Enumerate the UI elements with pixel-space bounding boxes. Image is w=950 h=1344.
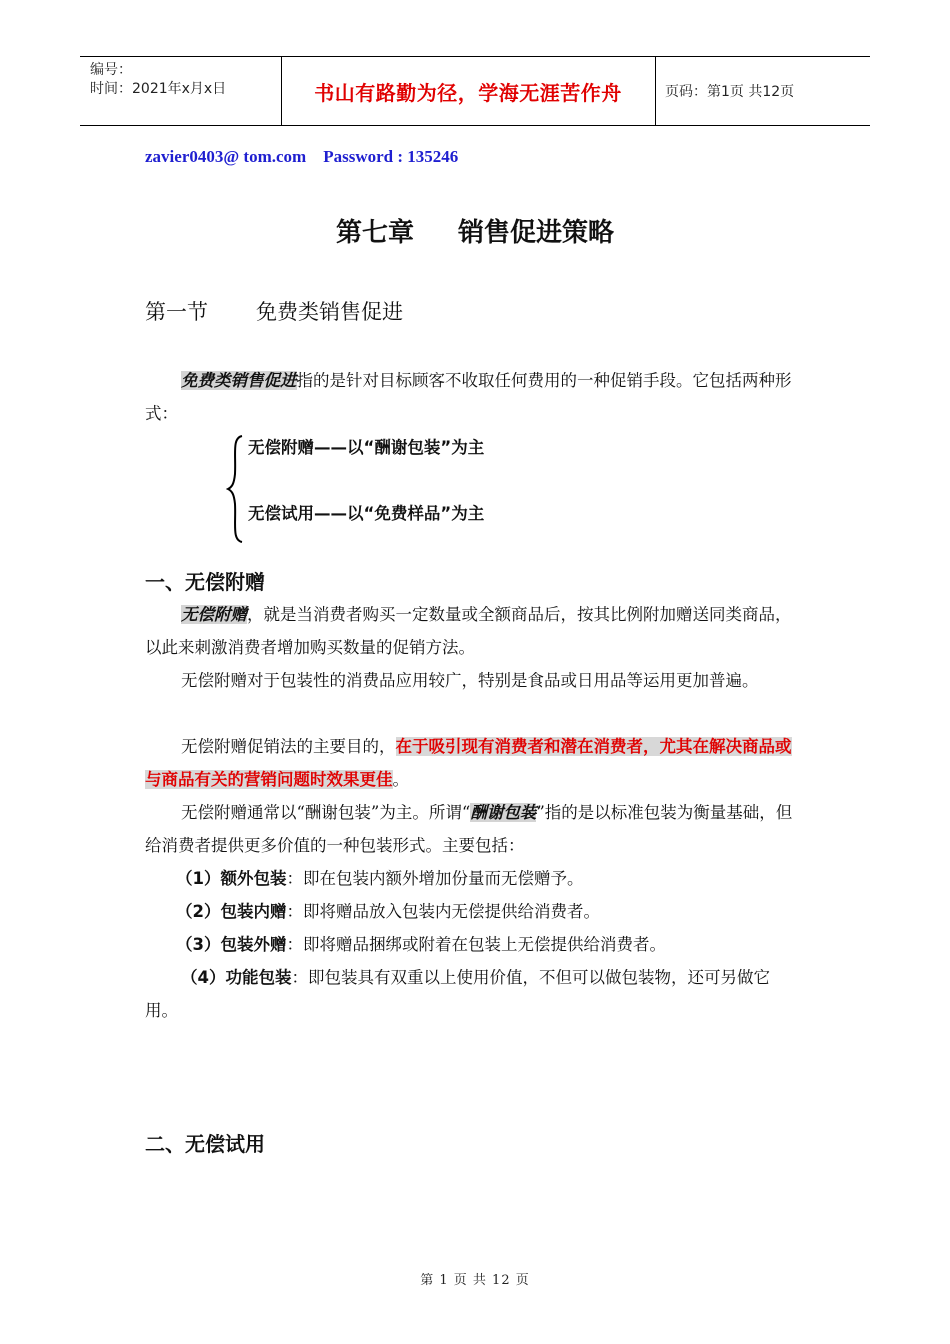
document-header — [80, 56, 870, 126]
item-label: （4）功能包装 — [181, 968, 292, 987]
list-item — [176, 928, 796, 961]
item-text: ：即将赠品捆绑或附着在包装上无偿提供给消费者。 — [286, 935, 666, 954]
header-meta — [90, 61, 226, 99]
list-item — [176, 895, 796, 928]
item-text: ：即包装具有双重以上使用价值，不但可以做包装物，还可另做它用。 — [145, 968, 770, 1020]
part1-term: 无偿附赠 — [181, 605, 247, 624]
p4-post: ”指的是以标准包装为衡量基础，但给消费者提供更多价值的一种包装形式。主要包括： — [145, 803, 793, 855]
p4-term: 酬谢包装 — [470, 803, 537, 822]
header-divider — [655, 57, 656, 125]
section-name: 免费类销售促进 — [256, 300, 403, 324]
part1-paragraph-3 — [145, 730, 795, 796]
section-title — [145, 296, 403, 326]
p4-pre: 无偿附赠通常以“酬谢包装”为主。所谓“ — [181, 803, 471, 822]
section-number: 第一节 — [145, 300, 208, 324]
p3-post: 。 — [392, 770, 409, 789]
item-text: ：即在包装内额外增加份量而无偿赠予。 — [286, 869, 584, 888]
intro-term: 免费类销售促进 — [181, 371, 297, 390]
part1-p1-text: ，就是当消费者购买一定数量或全额商品后，按其比例附加赠送同类商品，以此来刺激消费者增加购买数量的促销方法。 — [145, 605, 792, 657]
item-label: （2）包装内赠 — [176, 902, 287, 921]
item-label: （3）包装外赠 — [176, 935, 287, 954]
header-number-label: 编号： — [90, 62, 132, 78]
header-motto: 书山有路勤为径，学海无涯苦作舟 — [314, 80, 622, 105]
part1-paragraph-1 — [145, 598, 795, 664]
item-text: ：即将赠品放入包装内无偿提供给消费者。 — [286, 902, 600, 921]
part1-heading: 一、无偿附赠 — [145, 570, 265, 594]
form-item: 无偿附赠——以“酬谢包装”为主 — [248, 438, 485, 457]
part1-paragraph-4 — [145, 796, 795, 862]
form-item: 无偿试用——以“免费样品”为主 — [248, 504, 485, 523]
item-label: （1）额外包装 — [176, 869, 287, 888]
part1-paragraph-2: 无偿附赠对于包装性的消费品应用较广，特别是食品或日用品等运用更加普遍。 — [181, 671, 759, 690]
intro-paragraph — [145, 364, 795, 430]
list-item — [145, 961, 795, 1027]
curly-brace — [226, 434, 246, 544]
part2-heading: 二、无偿试用 — [145, 1132, 265, 1156]
chapter-number: 第七章 — [335, 218, 414, 248]
p3-highlight: 在于吸引现有消费者和潜在消费者，尤其在解决商品或与商品有关的营销问题时效果更佳 — [145, 737, 792, 789]
intro-text: 指的是针对目标顾客不收取任何费用的一种促销手段。它包括两种形式： — [145, 371, 792, 423]
chapter-name: 销售促进策略 — [458, 218, 615, 248]
page-footer: 第 1 页 共 12 页 — [420, 1273, 530, 1288]
chapter-title — [0, 212, 950, 249]
header-page-label: 页码：第1页 共12页 — [665, 84, 795, 100]
header-time-label: 时间：2021年x月x日 — [90, 81, 227, 97]
p3-pre: 无偿附赠促销法的主要目的， — [181, 737, 396, 756]
contact-line: zavier0403@ tom.com Password : 135246 — [145, 147, 459, 166]
list-item — [176, 862, 796, 895]
